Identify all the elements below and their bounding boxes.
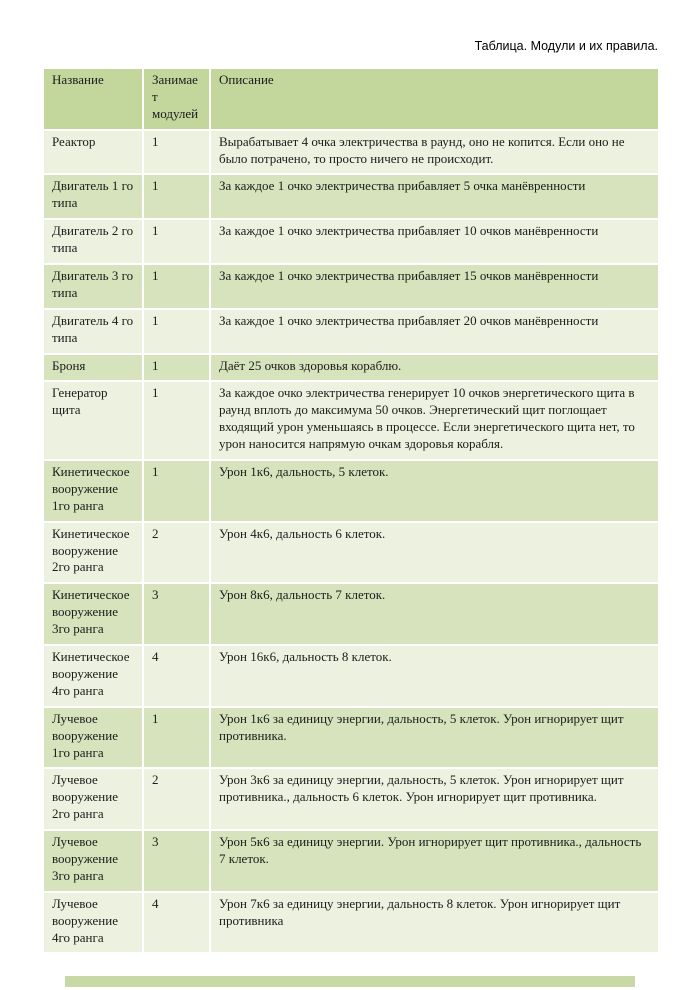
cell-occupies: 1 — [143, 381, 210, 460]
column-header-description: Описание — [210, 68, 659, 130]
cell-occupies: 4 — [143, 892, 210, 954]
table-row — [43, 130, 659, 175]
cell-occupies: 3 — [143, 583, 210, 645]
cell-description: Урон 16к6, дальность 8 клеток. — [210, 645, 659, 707]
cell-occupies: 3 — [143, 830, 210, 892]
modules-table — [42, 67, 660, 954]
column-header-name: Название — [43, 68, 143, 130]
cell-description: Урон 3к6 за единицу энергии, дальность, 5 клеток. Урон игнорирует щит противника., дальность 6 клеток. Урон игнорирует щит противника. — [210, 768, 659, 830]
table-row — [43, 309, 659, 354]
cell-occupies: 1 — [143, 707, 210, 769]
cell-description: Урон 1к6 за единицу энергии, дальность, 5 клеток. Урон игнорирует щит противника. — [210, 707, 659, 769]
cell-description: Урон 8к6, дальность 7 клеток. — [210, 583, 659, 645]
table-body — [43, 130, 659, 954]
cell-name: Броня — [43, 354, 143, 382]
cell-name: Кинетическое вооружение 1го ранга — [43, 460, 143, 522]
cell-name: Кинетическое вооружение 2го ранга — [43, 522, 143, 584]
table-row — [43, 522, 659, 584]
table-row — [43, 174, 659, 219]
table-row — [43, 264, 659, 309]
cell-name: Реактор — [43, 130, 143, 175]
cell-occupies: 1 — [143, 130, 210, 175]
cell-description: Урон 7к6 за единицу энергии, дальность 8 клеток. Урон игнорирует щит противника — [210, 892, 659, 954]
cell-occupies: 2 — [143, 768, 210, 830]
cell-occupies: 1 — [143, 219, 210, 264]
cell-name: Двигатель 1 го типа — [43, 174, 143, 219]
cell-occupies: 1 — [143, 309, 210, 354]
cell-description: За каждое 1 очко электричества прибавляет 10 очков манёвренности — [210, 219, 659, 264]
table-row — [43, 892, 659, 954]
cell-description: Даёт 25 очков здоровья кораблю. — [210, 354, 659, 382]
cell-description: За каждое очко электричества генерирует 10 очков энергетического щита в раунд вплоть до максимума 50 очков. Энергетический щит поглощает входящий урон уменьшаясь в процессе. Если энергетического щита нет, то урон наносится напрямую очкам здоровья корабля. — [210, 381, 659, 460]
cell-description: За каждое 1 очко электричества прибавляет 15 очков манёвренности — [210, 264, 659, 309]
cell-description: Вырабатывает 4 очка электричества в раунд, оно не копится. Если оно не было потрачено, то просто ничего не происходит. — [210, 130, 659, 175]
next-page-table-row-sliver — [65, 976, 635, 987]
cell-occupies: 4 — [143, 645, 210, 707]
table-header-row — [43, 68, 659, 130]
cell-occupies: 1 — [143, 354, 210, 382]
table-row — [43, 707, 659, 769]
table-caption: Таблица. Модули и их правила. — [474, 39, 658, 53]
cell-name: Двигатель 3 го типа — [43, 264, 143, 309]
table-row — [43, 830, 659, 892]
cell-name: Лучевое вооружение 2го ранга — [43, 768, 143, 830]
cell-occupies: 1 — [143, 174, 210, 219]
cell-name: Лучевое вооружение 1го ранга — [43, 707, 143, 769]
table-row — [43, 219, 659, 264]
table-row — [43, 460, 659, 522]
table-row — [43, 381, 659, 460]
cell-description: За каждое 1 очко электричества прибавляет 20 очков манёвренности — [210, 309, 659, 354]
cell-description: Урон 1к6, дальность, 5 клеток. — [210, 460, 659, 522]
table-row — [43, 768, 659, 830]
cell-name: Генератор щита — [43, 381, 143, 460]
cell-name: Кинетическое вооружение 4го ранга — [43, 645, 143, 707]
cell-name: Кинетическое вооружение 3го ранга — [43, 583, 143, 645]
cell-name: Двигатель 2 го типа — [43, 219, 143, 264]
table-row — [43, 583, 659, 645]
cell-name: Лучевое вооружение 4го ранга — [43, 892, 143, 954]
column-header-occupies: Занимает модулей — [143, 68, 210, 130]
cell-description: Урон 4к6, дальность 6 клеток. — [210, 522, 659, 584]
table-row — [43, 354, 659, 382]
table-row — [43, 645, 659, 707]
cell-description: За каждое 1 очко электричества прибавляет 5 очка манёвренности — [210, 174, 659, 219]
cell-name: Лучевое вооружение 3го ранга — [43, 830, 143, 892]
cell-occupies: 1 — [143, 264, 210, 309]
cell-name: Двигатель 4 го типа — [43, 309, 143, 354]
cell-description: Урон 5к6 за единицу энергии. Урон игнорирует щит противника., дальность 7 клеток. — [210, 830, 659, 892]
cell-occupies: 2 — [143, 522, 210, 584]
cell-occupies: 1 — [143, 460, 210, 522]
